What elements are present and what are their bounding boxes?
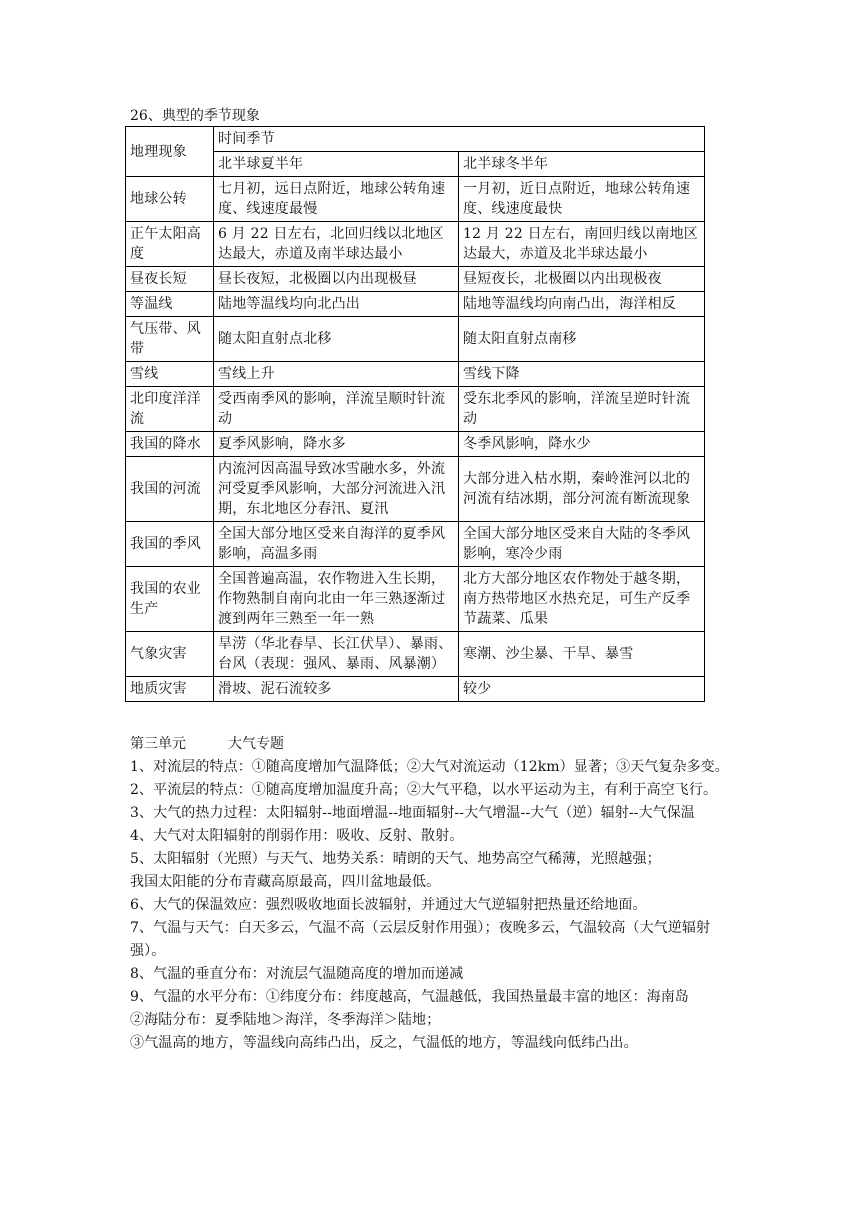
phenomenon-cell: 我国的农业生产 xyxy=(126,567,214,632)
note-line: 2、平流层的特点：①随高度增加温度升高；②大气平稳，以水平运动为主，有利于高空飞行。 xyxy=(130,782,718,798)
summer-cell: 旱涝（华北春旱、长江伏旱）、暴雨、台风（表现：强风、暴雨、风暴潮） xyxy=(214,632,459,677)
phenomenon-cell: 气压带、风带 xyxy=(126,317,214,362)
phenomenon-cell: 等温线 xyxy=(126,292,214,317)
header-phenomenon: 地理现象 xyxy=(126,127,214,177)
table-row xyxy=(126,567,705,632)
phenomenon-cell: 昼夜长短 xyxy=(126,267,214,292)
table-row xyxy=(126,317,705,362)
winter-cell: 一月初，近日点附近，地球公转角速度、线速度最快 xyxy=(459,177,705,222)
phenomenon-cell: 我国的河流 xyxy=(126,457,214,522)
winter-cell: 12 月 22 日左右，南回归线以南地区达最大，赤道及北半球达最小 xyxy=(459,222,705,267)
winter-cell: 随太阳直射点南移 xyxy=(459,317,705,362)
table-row xyxy=(126,267,705,292)
note-line: 7、气温与天气：白天多云，气温不高（云层反射作用强）；夜晚多云，气温较高（大气逆辐射强）。 xyxy=(130,920,711,959)
note-line: ③气温高的地方，等温线向高纬凸出，反之，气温低的地方，等温线向低纬凸出。 xyxy=(130,1035,638,1051)
phenomenon-cell: 正午太阳高度 xyxy=(126,222,214,267)
winter-cell: 寒潮、沙尘暴、干旱、暴雪 xyxy=(459,632,705,677)
unit-title xyxy=(130,734,284,754)
summer-cell: 全国普遍高温，农作物进入生长期，作物熟制自南向北由一年三熟逐渐过渡到两年三熟至一年一熟 xyxy=(214,567,459,632)
winter-cell: 受东北季风的影响，洋流呈逆时针流动 xyxy=(459,387,705,432)
table-row xyxy=(126,632,705,677)
summer-cell: 七月初，远日点附近，地球公转角速度、线速度最慢 xyxy=(214,177,459,222)
winter-cell: 陆地等温线均向南凸出，海洋相反 xyxy=(459,292,705,317)
summer-cell: 内流河因高温导致冰雪融水多，外流河受夏季风影响，大部分河流进入汛期，东北地区分春汛、夏汛 xyxy=(214,457,459,522)
table-row xyxy=(126,432,705,457)
unit-label: 第三单元 xyxy=(130,736,186,752)
winter-cell: 较少 xyxy=(459,677,705,702)
note-line: 我国太阳能的分布青藏高原最高，四川盆地最低。 xyxy=(130,874,441,890)
table-row xyxy=(126,677,705,702)
table-row xyxy=(126,522,705,567)
phenomenon-cell: 北印度洋洋流 xyxy=(126,387,214,432)
note-line: 6、大气的保温效应：强烈吸收地面长波辐射，并通过大气逆辐射把热量还给地面。 xyxy=(130,897,647,913)
phenomenon-cell: 我国的季风 xyxy=(126,522,214,567)
summer-cell: 昼长夜短，北极圈以内出现极昼 xyxy=(214,267,459,292)
winter-cell: 冬季风影响，降水少 xyxy=(459,432,705,457)
summer-cell: 受西南季风的影响，洋流呈顺时针流动 xyxy=(214,387,459,432)
summer-cell: 6 月 22 日左右，北回归线以北地区达最大，赤道及南半球达最小 xyxy=(214,222,459,267)
header-summer: 北半球夏半年 xyxy=(214,152,459,177)
summer-cell: 陆地等温线均向北凸出 xyxy=(214,292,459,317)
header-winter: 北半球冬半年 xyxy=(459,152,705,177)
table-row xyxy=(126,387,705,432)
section-heading: 26、典型的季节现象 xyxy=(130,108,260,124)
winter-cell: 北方大部分地区农作物处于越冬期，南方热带地区水热充足，可生产反季节蔬菜、瓜果 xyxy=(459,567,705,632)
table-row xyxy=(126,457,705,522)
note-line: ②海陆分布：夏季陆地＞海洋，冬季海洋＞陆地； xyxy=(130,1012,441,1028)
phenomenon-cell: 雪线 xyxy=(126,362,214,387)
header-time-season: 时间季节 xyxy=(214,127,705,152)
phenomenon-cell: 我国的降水 xyxy=(126,432,214,457)
winter-cell: 大部分进入枯水期，秦岭淮河以北的河流有结冰期，部分河流有断流现象 xyxy=(459,457,705,522)
note-line: 4、大气对太阳辐射的削弱作用：吸收、反射、散射。 xyxy=(130,828,464,844)
winter-cell: 昼短夜长，北极圈以内出现极夜 xyxy=(459,267,705,292)
note-line: 1、对流层的特点：①随高度增加气温降低；②大气对流运动（12km）显著；③天气复杂多变。 xyxy=(130,759,729,775)
phenomenon-cell: 地质灾害 xyxy=(126,677,214,702)
winter-cell: 全国大部分地区受来自大陆的冬季风影响，寒冷少雨 xyxy=(459,522,705,567)
phenomenon-cell: 气象灾害 xyxy=(126,632,214,677)
note-line: 5、太阳辐射（光照）与天气、地势关系：晴朗的天气、地势高空气稀薄，光照越强； xyxy=(130,851,661,867)
table-row xyxy=(126,292,705,317)
note-line: 8、气温的垂直分布：对流层气温随高度的增加而递减 xyxy=(130,966,464,982)
summer-cell: 随太阳直射点北移 xyxy=(214,317,459,362)
winter-cell: 雪线下降 xyxy=(459,362,705,387)
note-line: 3、大气的热力过程：太阳辐射--地面增温--地面辐射--大气增温--大气（逆）辐射--大气保温 xyxy=(130,805,695,821)
summer-cell: 雪线上升 xyxy=(214,362,459,387)
seasonal-phenomena-table xyxy=(125,126,705,702)
table-row xyxy=(126,222,705,267)
table-row xyxy=(126,362,705,387)
table-row xyxy=(126,177,705,222)
table-header-row xyxy=(126,127,705,152)
unit-topic: 大气专题 xyxy=(228,736,284,752)
phenomenon-cell: 地球公转 xyxy=(126,177,214,222)
summer-cell: 夏季风影响，降水多 xyxy=(214,432,459,457)
note-line: 9、气温的水平分布：①纬度分布：纬度越高，气温越低，我国热量最丰富的地区：海南岛 xyxy=(130,989,689,1005)
notes-list xyxy=(130,756,732,1055)
summer-cell: 滑坡、泥石流较多 xyxy=(214,677,459,702)
summer-cell: 全国大部分地区受来自海洋的夏季风影响，高温多雨 xyxy=(214,522,459,567)
